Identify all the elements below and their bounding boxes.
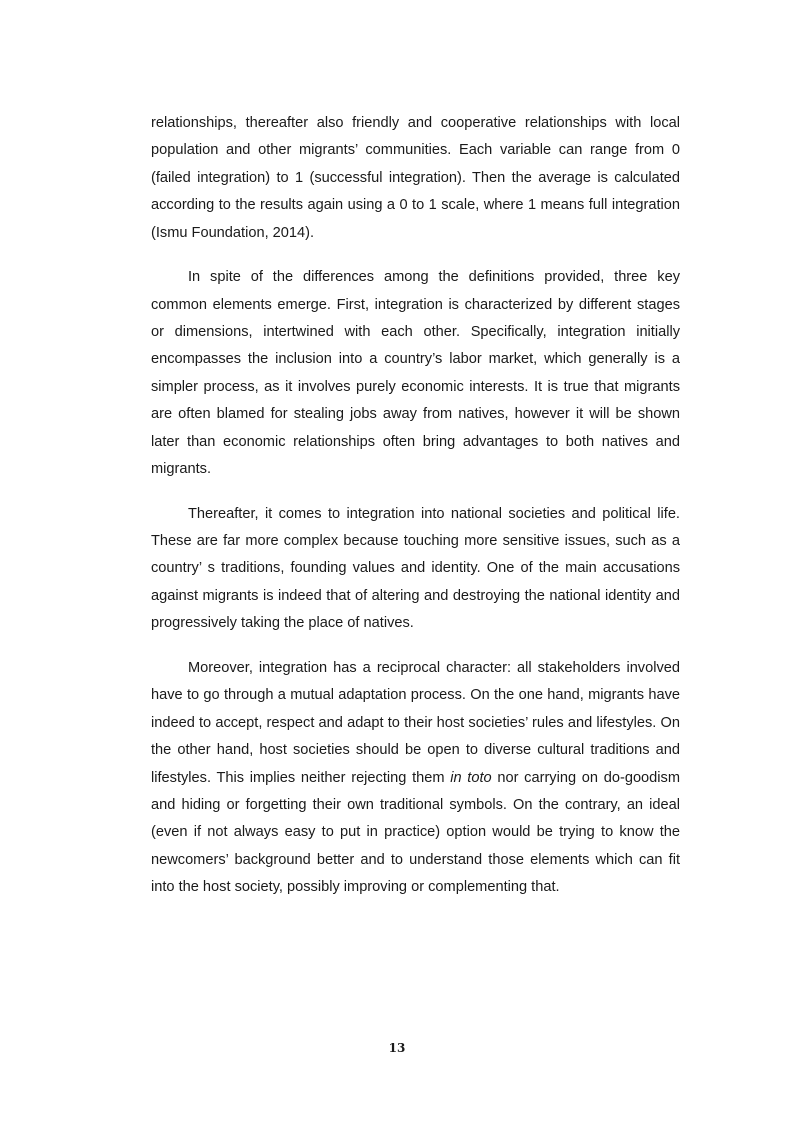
body-text — [151, 110, 680, 919]
page-number: 13 — [388, 1041, 406, 1055]
paragraph-4 — [151, 655, 680, 902]
paragraph-3: Thereafter, it comes to integration into national societies and political life. These are far more complex because touching more sensitive issues, such as a country’ s traditions, founding values and identity. One of the main accusations against migrants is indeed that of altering and destroying the national identity and progressively taking the place of natives. — [151, 505, 680, 632]
paragraph-4-text-start: Moreover, integration has a reciprocal character: all stakeholders involved have to go through a mutual adaptation process. On the one hand, migrants have indeed to accept, respect and adapt to their host societies’ rules and lifestyles. On the other hand, host societies should be open to diverse cultural traditions and lifestyles. This implies neither rejecting them — [151, 659, 680, 786]
paragraph-4-text-end: nor carrying on do-goodism and hiding or forgetting their own traditional symbols. On the contrary, an ideal (even if not always easy to put in practice) option would be trying to know the newcomers’ background better and to understand those elements which can fit into the host society, possibly improving or complementing that. — [151, 769, 680, 896]
paragraph-2: In spite of the differences among the definitions provided, three key common elements emerge. First, integration is characterized by different stages or dimensions, intertwined with each other. Specifically, integration initially encompasses the inclusion into a country’s labor market, which generally is a simpler process, as it involves purely economic interests. It is true that migrants are often blamed for stealing jobs away from natives, however it will be shown later than economic relationships often bring advantages to both natives and migrants. — [151, 269, 680, 478]
paragraph-1: relationships, thereafter also friendly and cooperative relationships with local population and other migrants’ communities. Each variable can range from 0 (failed integration) to 1 (successful integration). Then the average is calculated according to the results again using a 0 to 1 scale, where 1 means full integration (Ismu Foundation, 2014). — [151, 115, 680, 241]
paragraph-4-italic-phrase: in toto — [450, 769, 492, 786]
